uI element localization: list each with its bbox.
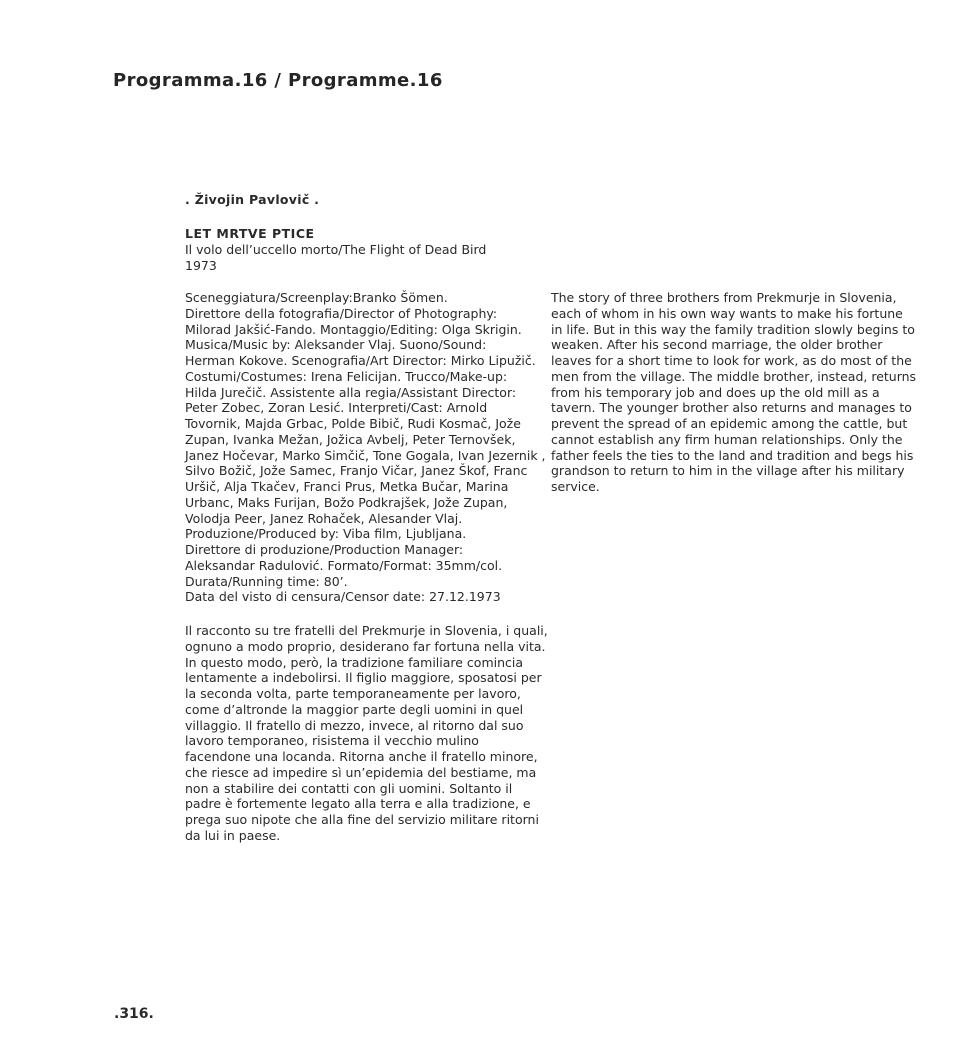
synopsis-it-line: la seconda volta, parte temporaneamente per lavoro,: [185, 686, 521, 701]
credits-line: Musica/Music by: Aleksander Vlaj. Suono/Sound:: [185, 337, 487, 353]
film-title: LET MRTVE PTICE: [185, 226, 315, 241]
film-title-block: [185, 226, 545, 274]
synopsis-en-line: each of whom in his own way wants to make his fortune: [551, 305, 903, 321]
synopsis-it-line: che riesce ad impedire sì un’epidemia del bestiame, ma: [185, 764, 537, 780]
synopsis-it-line: non a stabilire dei contatti con gli uomini. Soltanto il: [185, 780, 513, 796]
credits-line: Herman Kokove. Scenografia/Art Director: Mirko Lipužič.: [185, 353, 536, 368]
synopsis-it-line: come d’altronde la maggior parte degli uomini in quel: [185, 701, 524, 717]
credits-line: Costumi/Costumes: Irena Felicijan. Trucco/Make-up:: [185, 368, 508, 384]
credits-line: Zupan, Ivanka Mežan, Jožica Avbelj, Peter Ternovšek,: [185, 431, 516, 447]
synopsis-it-line: da lui in paese.: [185, 827, 281, 843]
synopsis-en-line: in life. But in this way the family tradition slowly begins to: [551, 321, 915, 337]
credits-line: Urbanc, Maks Furijan, Božo Podkrajšek, Jože Zupan,: [185, 494, 508, 510]
synopsis-en-line: cannot establish any firm human relationships. Only the: [551, 431, 903, 447]
synopsis-it-line: Il racconto su tre fratelli del Prekmurje in Slovenia, i quali,: [185, 623, 548, 638]
film-subtitle: Il volo dell’uccello morto/The Flight of Dead Bird: [185, 242, 487, 257]
credits-line: Tovornik, Majda Grbac, Polde Bibič, Rudi Kosmač, Jože: [185, 416, 521, 431]
synopsis-italian: [185, 623, 548, 844]
credits-line: Silvo Božič, Jože Samec, Franjo Vičar, Janez Škof, Franc: [185, 463, 528, 479]
synopsis-en-line: service.: [551, 479, 600, 494]
credits-line: Peter Zobec, Zoran Lesić. Interpreti/Cast: Arnold: [185, 400, 488, 416]
synopsis-it-line: villaggio. Il fratello di mezzo, invece, al ritorno dal suo: [185, 717, 524, 733]
synopsis-it-line: padre è fortemente legato alla terra e alla tradizione, e: [185, 796, 531, 812]
synopsis-en-line: prevent the spread of an epidemic among the cattle, but: [551, 416, 908, 431]
film-year: 1973: [185, 258, 217, 273]
synopsis-it-line: lavoro temporaneo, risistema il vecchio mulino: [185, 733, 479, 749]
synopsis-en-line: The story of three brothers from Prekmurje in Slovenia,: [551, 290, 897, 305]
credits-line: Milorad Jakšić-Fando. Montaggio/Editing: Olga Skrigin.: [185, 321, 522, 337]
credits-line: Hilda Jurečič. Assistente alla regia/Assistant Director:: [185, 384, 517, 400]
synopsis-en-line: weaken. After his second marriage, the older brother: [551, 337, 883, 353]
synopsis-it-line: facendone una locanda. Ritorna anche il fratello minore,: [185, 749, 538, 764]
credits-paragraph: [185, 290, 546, 605]
synopsis-en-line: tavern. The younger brother also returns and manages to: [551, 400, 912, 416]
page-number: .316.: [114, 1006, 154, 1022]
credits-line: Produzione/Produced by: Viba film, Ljubljana.: [185, 526, 467, 542]
credits-line: Direttore di produzione/Production Manager:: [185, 542, 464, 557]
credits-line: Durata/Running time: 80’.: [185, 573, 348, 589]
synopsis-it-line: ognuno a modo proprio, desiderano far fortuna nella vita.: [185, 638, 546, 654]
synopsis-english: [551, 290, 917, 495]
synopsis-en-line: from his temporary job and does up the old mill as a: [551, 384, 880, 400]
credits-line: Janez Hočevar, Marko Simčič, Tone Gogala, Ivan Jezernik ,: [185, 447, 546, 463]
credits-line: Uršič, Alja Tkačev, Franci Prus, Metka Bučar, Marina: [185, 479, 509, 494]
credits-line: Sceneggiatura/Screenplay:Branko Šömen.: [185, 290, 448, 305]
credits-line: Aleksandar Radulović. Formato/Format: 35mm/col.: [185, 557, 503, 573]
synopsis-it-line: In questo modo, però, la tradizione familiare comincia: [185, 654, 524, 670]
synopsis-en-line: father feels the ties to the land and tradition and begs his: [551, 447, 914, 463]
synopsis-it-line: lentamente a indebolirsi. Il figlio maggiore, sposatosi per: [185, 670, 542, 686]
synopsis-it-line: prega suo nipote che alla fine del servizio militare ritorni: [185, 812, 539, 827]
synopsis-en-line: leaves for a short time to look for work, as do most of the: [551, 353, 912, 368]
credits-line: Data del visto di censura/Censor date: 27.12.1973: [185, 589, 501, 605]
synopsis-en-line: men from the village. The middle brother, instead, returns: [551, 368, 917, 384]
page-header-title: Programma.16 / Programme.16: [113, 70, 443, 91]
synopsis-en-line: grandson to return to him in the village after his military: [551, 463, 905, 479]
credits-line: Volodja Peer, Janez Rohaček, Alesander Vlaj.: [185, 510, 463, 526]
director-name: . Živojin Pavlovič .: [185, 192, 320, 207]
credits-line: Direttore della fotografia/Director of Photography:: [185, 305, 498, 321]
